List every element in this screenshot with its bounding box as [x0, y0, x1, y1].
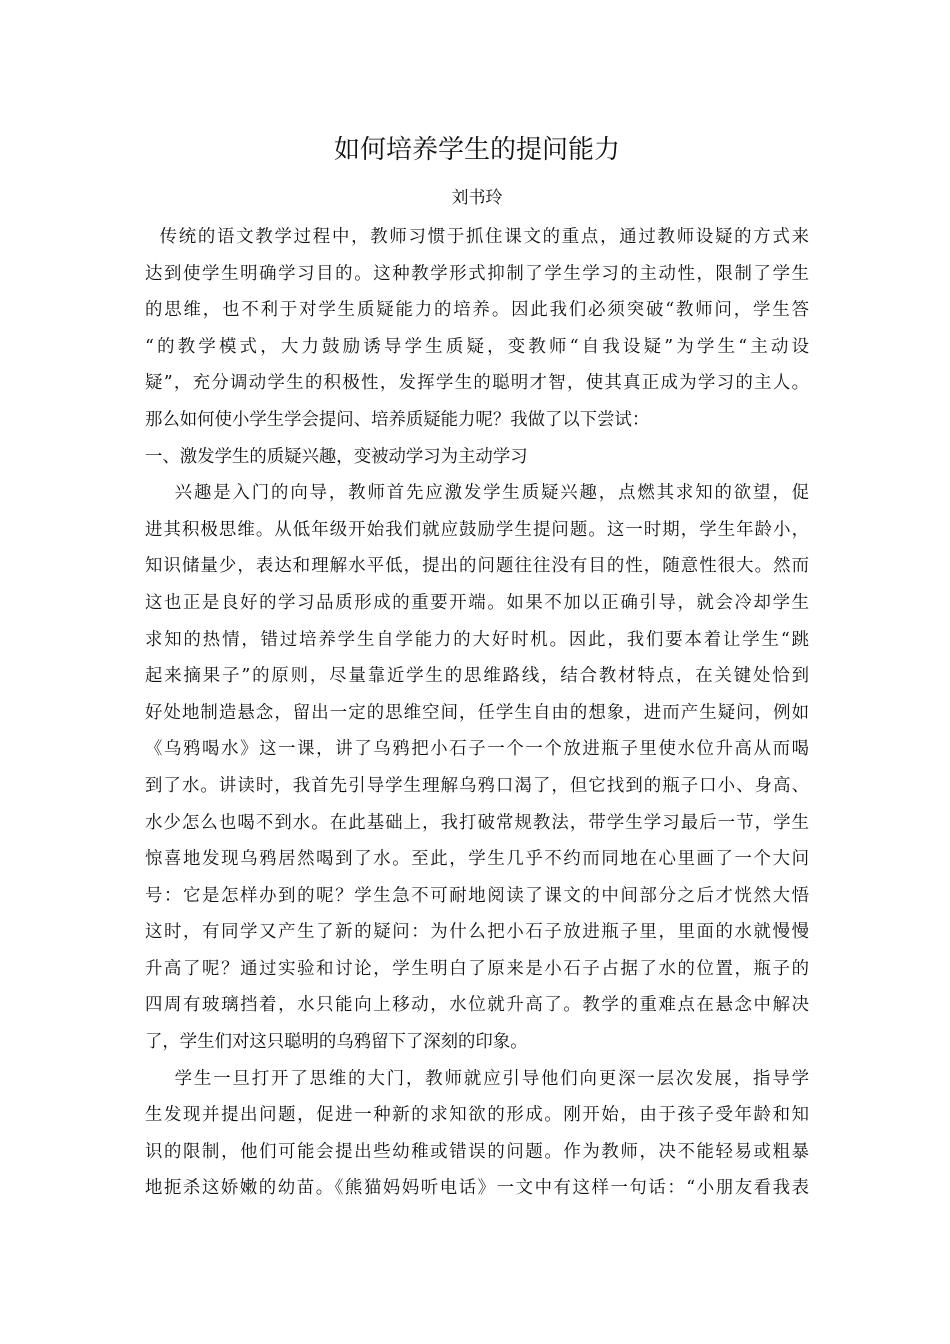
document-author: 刘书玲 — [451, 188, 503, 208]
text-line: 生发现并提出问题，促进一种新的求知欲的形成。刚开始，由于孩子受年龄和知 — [145, 1105, 809, 1126]
text-line: 起来摘果子”的原则，尽量靠近学生的思维路线，结合教材特点，在关键处恰到 — [145, 666, 809, 687]
text-line: 地扼杀这娇嫩的幼苗。《熊猫妈妈听电话》一文中有这样一句话：“小朋友看我表 — [145, 1178, 809, 1199]
text-line: “的教学模式，大力鼓励诱导学生质疑，变教师“自我设疑”为学生“主动设 — [145, 336, 809, 357]
text-line: 《乌鸦喝水》这一课，讲了乌鸦把小石子一个一个放进瓶子里使水位升高从而喝 — [145, 739, 809, 760]
text-line: 兴趣是入门的向导，教师首先应激发学生质疑兴趣，点燃其求知的欲望，促 — [145, 483, 809, 504]
text-line: 这时，有同学又产生了新的疑问：为什么把小石子放进瓶子里，里面的水就慢慢 — [145, 922, 809, 943]
text-line: 号：它是怎样办到的呢？学生急不可耐地阅读了课文的中间部分之后才恍然大悟 — [145, 885, 809, 906]
text-line: 传统的语文教学过程中，教师习惯于抓住课文的重点，通过教师设疑的方式来 — [145, 227, 809, 247]
text-line: 求知的热情，错过培养学生自学能力的大好时机。因此，我们要本着让学生“跳 — [145, 629, 809, 650]
text-line: 学生一旦打开了思维的大门，教师就应引导他们向更深一层次发展，指导学 — [145, 1068, 809, 1089]
text-line: 的思维，也不利于对学生质疑能力的培养。因此我们必须突破“教师问，学生答 — [145, 300, 809, 321]
text-line: 到了水。讲读时，我首先引导学生理解乌鸦口渴了，但它找到的瓶子口小、身高、 — [145, 775, 809, 796]
document-title: 如何培养学生的提问能力 — [333, 135, 620, 165]
document-page — [145, 0, 809, 1344]
text-line: 那么如何使小学生学会提问、培养质疑能力呢？我做了以下尝试： — [145, 409, 650, 430]
text-line: 水少怎么也喝不到水。在此基础上，我打破常规教法，带学生学习最后一节，学生 — [145, 812, 809, 833]
text-line: 好处地制造悬念，留出一定的思维空间，任学生自由的想象，进而产生疑问，例如 — [145, 702, 809, 723]
text-line: 一、激发学生的质疑兴趣，变被动学习为主动学习 — [145, 446, 528, 467]
text-line: 进其积极思维。从低年级开始我们就应鼓励学生提问题。这一时期，学生年龄小， — [145, 519, 809, 540]
text-line: 四周有玻璃挡着，水只能向上移动，水位就升高了。教学的重难点在悬念中解决 — [145, 995, 809, 1016]
text-line: 识的限制，他们可能会提出些幼稚或错误的问题。作为教师，决不能轻易或粗暴 — [145, 1141, 809, 1162]
text-line: 这也正是良好的学习品质形成的重要开端。如果不加以正确引导，就会冷却学生 — [145, 592, 809, 613]
document-body — [145, 219, 809, 1207]
text-line: 惊喜地发现乌鸦居然喝到了水。至此，学生几乎不约而同地在心里画了一个大问 — [145, 849, 809, 870]
text-line: 升高了呢？通过实验和讨论，学生明白了原来是小石子占据了水的位置，瓶子的 — [145, 958, 809, 979]
text-line: 知识储量少，表达和理解水平低，提出的问题往往没有目的性，随意性很大。然而 — [145, 556, 809, 577]
text-line: 了，学生们对这只聪明的乌鸦留下了深刻的印象。 — [145, 1032, 528, 1053]
text-line: 达到使学生明确学习目的。这种教学形式抑制了学生学习的主动性，限制了学生 — [145, 263, 809, 284]
text-line: 疑”，充分调动学生的积极性，发挥学生的聪明才智，使其真正成为学习的主人。 — [145, 373, 809, 394]
